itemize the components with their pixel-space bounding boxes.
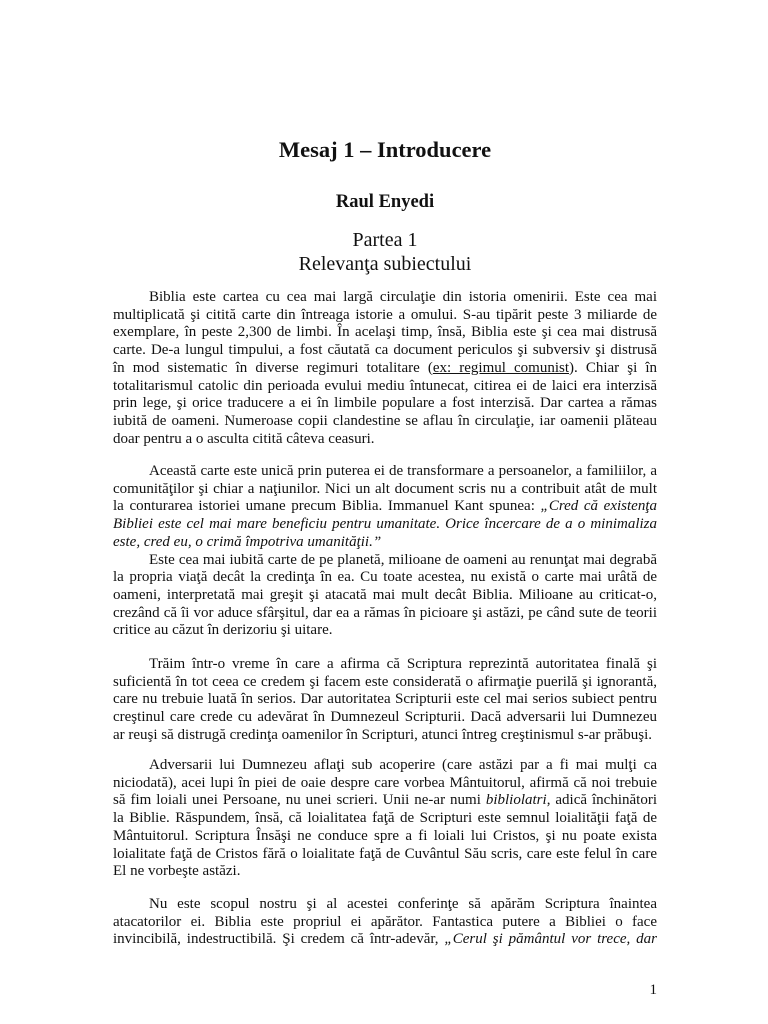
page-number: 1	[649, 982, 657, 998]
text-line: loialitate faţă de Cristos fără o loialitate faţă de Cuvântul Său scris, care este felul în care	[113, 845, 657, 862]
text-line: Această carte este unică prin puterea ei de transformare a persoanelor, a familiilor, a	[149, 463, 657, 479]
text-line: crezând că îi vor aduce sfârşitul, dar ea a rămas în picioare şi astăzi, pe când sute de teorii	[113, 604, 657, 621]
italic-quote: „Cerul şi pământul vor trece, dar	[444, 931, 658, 948]
text-line: ar reuşi să distrugă credinţa oamenilor în Scripturi, atunci întreg creştinismul s-ar prăbuşi.	[113, 726, 653, 743]
text-line: exemplare, în peste 2,300 de limbi. În acelaşi timp, însă, Biblia este şi cea mai distrusă	[113, 324, 657, 341]
text-line: El ne vorbeşte astăzi.	[113, 863, 241, 880]
text-line: comunităţilor şi chiar a naţiunilor. Nici un alt document scris nu a contribuit atât de mult	[113, 480, 657, 497]
text-segment: ). Chiar şi în	[569, 359, 657, 376]
italic-quote-line: este, cred eu, o crimă împotriva umanităţii.”	[113, 533, 382, 550]
text-line: Mântuitorul. Scriptura Însăşi ne conduce spre a fi loiali lui Cristos, şi nu poate exista	[113, 827, 657, 844]
text-segment: în mod sistematic în diverse regimuri totalitare (	[113, 359, 433, 376]
paragraph	[113, 656, 657, 745]
paragraph	[113, 896, 657, 949]
text-line: la Biblie. Răspundem, însă, că loialitatea faţă de Scripturi este semnul loialităţii faţă de	[113, 810, 657, 827]
text-line	[113, 360, 657, 378]
paragraph	[113, 552, 657, 641]
text-line: totalitarismul catolic din perioada evului mediu întunecat, citirea ei de laici era interzisă	[113, 377, 657, 394]
italic-quote: „Cred că existenţa	[540, 498, 657, 515]
text-line: iubită de oameni. Numeroase copii clandestine se aflau în circulaţie, iar oamenii plăteau	[113, 412, 657, 429]
text-line: niciodată), acei lupi în piei de oaie despre care vorbea Mântuitorul, afirmă că noi trebuie	[113, 774, 657, 791]
paragraph	[113, 289, 657, 448]
italic-term: bibliolatri	[485, 792, 547, 809]
text-line: multiplicată şi citită carte din întreaga istorie a omului. S-au tipărit peste 3 miliarde de	[113, 306, 657, 323]
text-line: creştinul care crede cu adevărat în Dumnezeul Scripturii. Dacă adversarii lui Dumnezeu	[113, 709, 657, 726]
text-line: Biblia este cartea cu cea mai largă circulaţie din istoria omenirii. Este cea mai	[149, 289, 657, 305]
text-line: Nu este scopul nostru şi al acestei conferinţe să apărăm Scriptura înaintea	[149, 896, 657, 912]
text-segment: la conturarea istoriei umane precum Biblia. Immanuel Kant spunea:	[113, 498, 541, 515]
text-line: care nu trebuie luată în serios. Dar autoritatea Scripturii este cel mai serios subiect pentru	[113, 691, 657, 708]
section-heading: Relevanţa subiectului	[298, 253, 472, 275]
document-title: Mesaj 1 – Introducere	[278, 137, 492, 162]
text-line: la propria viaţă decât la credinţa în ea. Cu toate acestea, nu există o carte mai urâtă de	[113, 569, 657, 586]
text-line: Trăim într-o vreme în care a afirma că Scriptura reprezintă autoritatea finală şi	[149, 656, 657, 672]
text-segment: , adică închinători	[546, 792, 657, 809]
text-line: Este cea mai iubită carte de pe planetă, milioane de oameni au renunţat mai degrabă	[149, 551, 657, 568]
text-line: Adversarii lui Dumnezeu aflaţi sub acoperire (care astăzi par a fi mai mulţi ca	[149, 757, 657, 773]
paragraph	[113, 757, 657, 881]
part-heading: Partea 1	[352, 229, 418, 251]
text-line	[113, 792, 657, 810]
text-line: carte. De-a lungul timpului, a fost căutată ca document periculos şi subversiv şi distrusă	[113, 342, 657, 359]
text-line: oameni, interpretată mai greşit şi atacată mai mult decât Biblia. Milioane au criticat-o,	[113, 586, 657, 603]
text-line: prin lege, şi orice traducere a ei în limbile populare a fost interzisă. Dar cartea a rămas	[113, 395, 657, 412]
italic-quote-line: Bibliei este cel mai mare beneficiu pentru umanitate. Orice încercare de a o minimaliza	[113, 516, 657, 533]
paragraph	[113, 463, 657, 552]
text-line: atacatorilor ei. Biblia este propriul ei apărător. Fantastica putere a Bibliei o face	[113, 913, 657, 930]
text-line: doar pentru a o asculta citită câteva ceasuri.	[113, 430, 375, 447]
text-line: critice au căzut în derizoriu şi uitare.	[113, 622, 333, 639]
text-segment: să fim loiali unei Persoane, nu unei scrieri. Unii ne-ar numi	[113, 792, 486, 809]
text-line	[113, 931, 657, 949]
underlined-text: ex: regimul comunist	[432, 359, 569, 376]
text-line: suficientă în tot ceea ce credem şi facem este considerată o afirmaţie puerilă şi ignorantă,	[113, 673, 657, 690]
author-name: Raul Enyedi	[335, 192, 435, 212]
text-line	[113, 498, 657, 516]
text-segment: invincibilă, indestructibilă. Şi credem că într-adevăr,	[113, 931, 445, 948]
